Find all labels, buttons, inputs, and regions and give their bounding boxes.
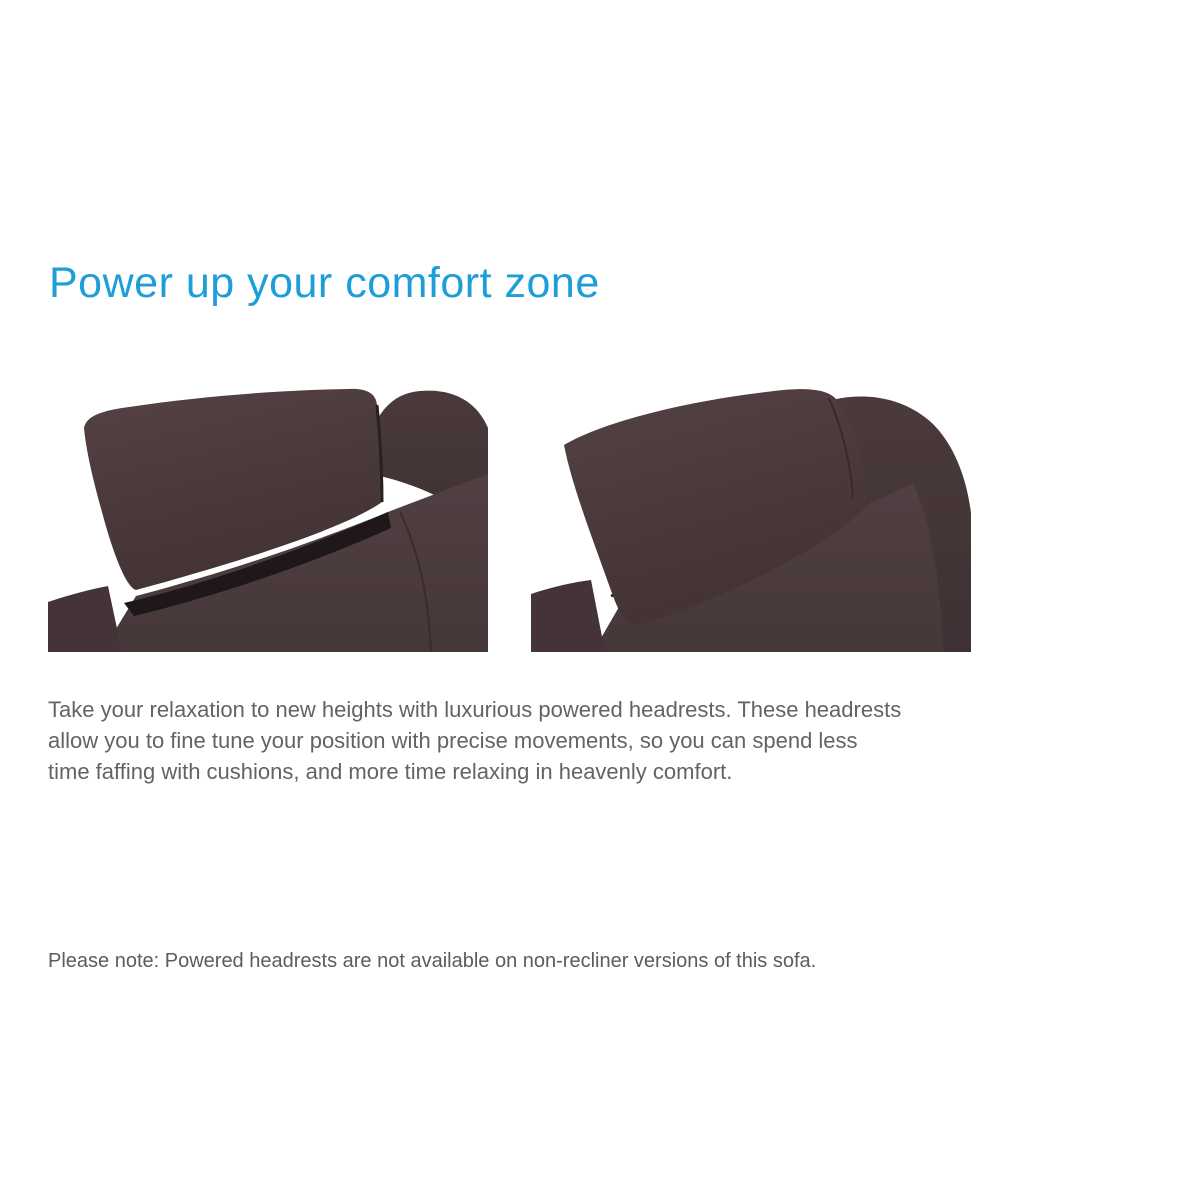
headrest-figures — [48, 388, 971, 652]
headrest-raised-photo — [48, 388, 488, 652]
description-line: time faffing with cushions, and more time relaxing in heavenly comfort. — [48, 759, 733, 784]
description-line: Take your relaxation to new heights with luxurious powered headrests. These headrests — [48, 697, 902, 722]
armrest-shape — [531, 580, 605, 652]
armrest-shape — [48, 586, 122, 652]
feature-description — [48, 694, 901, 787]
sofa-headrest-lowered-illustration — [531, 388, 971, 652]
availability-note: Please note: Powered headrests are not available on non-recliner versions of this sofa. — [48, 950, 817, 972]
description-line: allow you to fine tune your position with precise movements, so you can spend less — [48, 728, 858, 753]
sofa-headrest-raised-illustration — [48, 388, 488, 652]
headrest-lowered-photo — [531, 388, 971, 652]
section-title: Power up your comfort zone — [49, 259, 600, 307]
